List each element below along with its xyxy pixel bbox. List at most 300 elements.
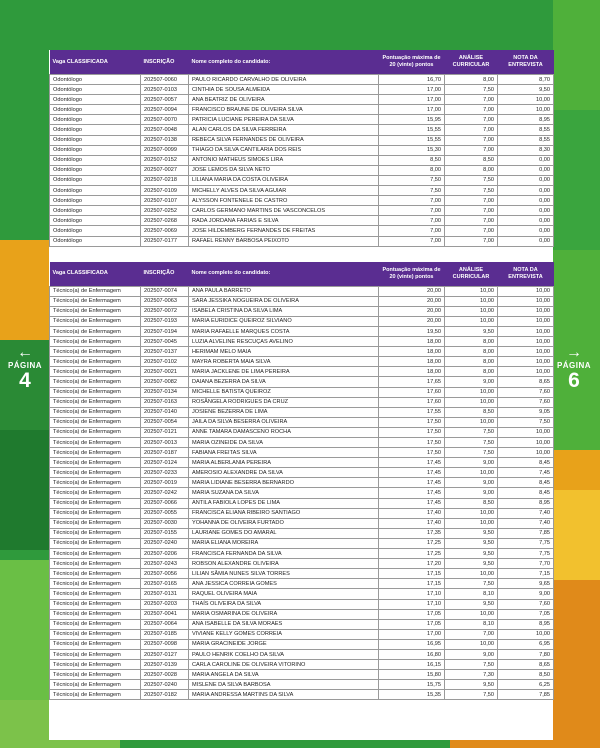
- table-row: [50, 478, 554, 488]
- cell-entrevista: 10,00: [498, 95, 554, 105]
- cell-nome: MARIA ALBERLANIA PEREIRA: [189, 458, 379, 468]
- cell-inscricao: 202507-0233: [141, 468, 189, 478]
- cell-pontuacao: 18,00: [379, 367, 445, 377]
- cell-analise: 7,50: [445, 85, 498, 95]
- table-row: [50, 559, 554, 569]
- cell-pontuacao: 7,00: [379, 196, 445, 206]
- cell-analise: 7,00: [445, 95, 498, 105]
- cell-inscricao: 202507-0127: [141, 649, 189, 659]
- cell-pontuacao: 16,15: [379, 660, 445, 670]
- cell-entrevista: 8,95: [498, 619, 554, 629]
- cell-nome: JOSE LEMOS DA SILVA NETO: [189, 165, 379, 175]
- cell-vaga: Técnico(a) de Enfermagem: [50, 498, 141, 508]
- cell-entrevista: 7,60: [498, 387, 554, 397]
- cell-entrevista: 9,00: [498, 589, 554, 599]
- cell-nome: MAYRA ROBERTA MAIA SILVA: [189, 357, 379, 367]
- cell-pontuacao: 18,00: [379, 357, 445, 367]
- cell-entrevista: 8,45: [498, 478, 554, 488]
- cell-inscricao: 202507-0240: [141, 538, 189, 548]
- cell-analise: 8,00: [445, 75, 498, 85]
- table-row: [50, 458, 554, 468]
- cell-pontuacao: 18,00: [379, 347, 445, 357]
- table-row: [50, 528, 554, 538]
- cell-pontuacao: 17,00: [379, 85, 445, 95]
- cell-pontuacao: 16,80: [379, 649, 445, 659]
- cell-entrevista: 0,00: [498, 216, 554, 226]
- cell-nome: PATRICIA LUCIANE PEREIRA DA SILVA: [189, 115, 379, 125]
- cell-nome: MISLENE DA SILVA BARBOSA: [189, 680, 379, 690]
- cell-entrevista: 7,15: [498, 569, 554, 579]
- cell-analise: 7,00: [445, 105, 498, 115]
- cell-inscricao: 202507-0019: [141, 478, 189, 488]
- cell-nome: MARIA LIDIANE BESERRA BERNARDO: [189, 478, 379, 488]
- cell-inscricao: 202507-0027: [141, 165, 189, 175]
- cell-analise: 10,00: [445, 316, 498, 326]
- cell-nome: PAULO RICARDO CARVALHO DE OLIVEIRA: [189, 75, 379, 85]
- cell-pontuacao: 15,30: [379, 145, 445, 155]
- cell-nome: SARA JESSIKA NOGUEIRA DE OLIVEIRA: [189, 296, 379, 306]
- table-row: [50, 670, 554, 680]
- cell-vaga: Odontólogo: [50, 196, 141, 206]
- cell-entrevista: 7,50: [498, 417, 554, 427]
- cell-vaga: Técnico(a) de Enfermagem: [50, 407, 141, 417]
- cell-analise: 8,50: [445, 498, 498, 508]
- cell-analise: 10,00: [445, 417, 498, 427]
- table-row: [50, 599, 554, 609]
- cell-analise: 10,00: [445, 639, 498, 649]
- cell-vaga: Técnico(a) de Enfermagem: [50, 458, 141, 468]
- cell-pontuacao: 20,00: [379, 316, 445, 326]
- cell-entrevista: 10,00: [498, 306, 554, 316]
- cell-entrevista: 10,00: [498, 629, 554, 639]
- table-row: [50, 498, 554, 508]
- col-header-analise: ANÁLISE CURRICULAR: [445, 262, 498, 287]
- cell-entrevista: 8,45: [498, 488, 554, 498]
- table-row: [50, 407, 554, 417]
- cell-vaga: Odontólogo: [50, 155, 141, 165]
- cell-vaga: Técnico(a) de Enfermagem: [50, 337, 141, 347]
- next-page-nav[interactable]: [553, 345, 595, 392]
- cell-entrevista: 7,40: [498, 508, 554, 518]
- cell-analise: 8,00: [445, 165, 498, 175]
- cell-entrevista: 0,00: [498, 165, 554, 175]
- cell-nome: ALAN CARLOS DA SILVA FERREIRA: [189, 125, 379, 135]
- cell-inscricao: 202507-0013: [141, 438, 189, 448]
- table-row: [50, 488, 554, 498]
- cell-vaga: Técnico(a) de Enfermagem: [50, 569, 141, 579]
- cell-analise: 9,00: [445, 478, 498, 488]
- cell-nome: RADA JORDANA FARIAS E SILVA: [189, 216, 379, 226]
- table-row: [50, 579, 554, 589]
- cell-entrevista: 7,60: [498, 397, 554, 407]
- cell-vaga: Técnico(a) de Enfermagem: [50, 660, 141, 670]
- cell-vaga: Técnico(a) de Enfermagem: [50, 538, 141, 548]
- cell-inscricao: 202507-0028: [141, 670, 189, 680]
- table-row: [50, 690, 554, 700]
- cell-pontuacao: 17,25: [379, 549, 445, 559]
- cell-entrevista: 0,00: [498, 226, 554, 236]
- cell-pontuacao: 17,55: [379, 407, 445, 417]
- cell-vaga: Técnico(a) de Enfermagem: [50, 549, 141, 559]
- table-row: [50, 427, 554, 437]
- table-row: [50, 306, 554, 316]
- cell-nome: YOHANNA DE OLIVEIRA FURTADO: [189, 518, 379, 528]
- table-row: [50, 468, 554, 478]
- cell-vaga: Técnico(a) de Enfermagem: [50, 296, 141, 306]
- cell-analise: 7,00: [445, 206, 498, 216]
- cell-entrevista: 7,75: [498, 549, 554, 559]
- col-header-pontuacao: Pontuação máxima de 20 (vinte) pontos: [379, 50, 445, 75]
- cell-entrevista: 10,00: [498, 448, 554, 458]
- cell-pontuacao: 7,50: [379, 186, 445, 196]
- table-row: [50, 629, 554, 639]
- cell-nome: LILIANA MARIA DA COSTA OLIVEIRA: [189, 175, 379, 185]
- cell-analise: 9,00: [445, 458, 498, 468]
- cell-vaga: Odontólogo: [50, 85, 141, 95]
- arrow-left-icon: ←: [17, 344, 33, 361]
- table-row: [50, 639, 554, 649]
- cell-pontuacao: 15,95: [379, 115, 445, 125]
- cell-vaga: Técnico(a) de Enfermagem: [50, 670, 141, 680]
- cell-analise: 7,00: [445, 236, 498, 246]
- cell-nome: CARLA CAROLINE DE OLIVEIRA VITORINO: [189, 660, 379, 670]
- cell-nome: THAÍS OLIVEIRA DA SILVA: [189, 599, 379, 609]
- table-row: [50, 508, 554, 518]
- table-header-row: [50, 262, 554, 287]
- table-row: [50, 95, 554, 105]
- cell-analise: 7,50: [445, 438, 498, 448]
- cell-vaga: Odontólogo: [50, 175, 141, 185]
- cell-entrevista: 10,00: [498, 296, 554, 306]
- table-row: [50, 206, 554, 216]
- table-row: [50, 296, 554, 306]
- table-row: [50, 125, 554, 135]
- cell-inscricao: 202507-0094: [141, 105, 189, 115]
- cell-pontuacao: 15,55: [379, 135, 445, 145]
- table-row: [50, 649, 554, 659]
- cell-pontuacao: 17,50: [379, 427, 445, 437]
- cell-analise: 10,00: [445, 508, 498, 518]
- prev-page-nav[interactable]: [4, 345, 46, 392]
- cell-nome: ALYSSON FONTENELE DE CASTRO: [189, 196, 379, 206]
- cell-inscricao: 202507-0030: [141, 518, 189, 528]
- cell-vaga: Odontólogo: [50, 216, 141, 226]
- cell-entrevista: 7,40: [498, 518, 554, 528]
- cell-entrevista: 8,30: [498, 145, 554, 155]
- cell-inscricao: 202507-0243: [141, 559, 189, 569]
- cell-nome: ROSÂNGELA RODRIGUES DA CRUZ: [189, 397, 379, 407]
- cell-pontuacao: 17,15: [379, 579, 445, 589]
- cell-entrevista: 0,00: [498, 175, 554, 185]
- table-row: [50, 135, 554, 145]
- cell-pontuacao: 17,45: [379, 488, 445, 498]
- cell-vaga: Odontólogo: [50, 135, 141, 145]
- table-row: [50, 216, 554, 226]
- cell-vaga: Técnico(a) de Enfermagem: [50, 589, 141, 599]
- cell-inscricao: 202507-0060: [141, 75, 189, 85]
- cell-vaga: Odontólogo: [50, 95, 141, 105]
- cell-nome: ANA PAULA BARRETO: [189, 286, 379, 296]
- cell-entrevista: 7,60: [498, 599, 554, 609]
- cell-entrevista: 0,00: [498, 206, 554, 216]
- cell-inscricao: 202507-0163: [141, 397, 189, 407]
- cell-nome: ANA BEATRIZ DE OLIVEIRA: [189, 95, 379, 105]
- cell-vaga: Técnico(a) de Enfermagem: [50, 367, 141, 377]
- cell-analise: 10,00: [445, 468, 498, 478]
- cell-inscricao: 202507-0152: [141, 155, 189, 165]
- cell-analise: 10,00: [445, 387, 498, 397]
- cell-entrevista: 8,65: [498, 660, 554, 670]
- col-header-entrevista: NOTA DA ENTREVISTA: [498, 262, 554, 287]
- cell-inscricao: 202507-0041: [141, 609, 189, 619]
- col-header-vaga: Vaga CLASSIFICADA: [50, 262, 141, 287]
- cell-inscricao: 202507-0193: [141, 316, 189, 326]
- cell-entrevista: 8,55: [498, 135, 554, 145]
- cell-pontuacao: 17,65: [379, 377, 445, 387]
- cell-pontuacao: 8,50: [379, 155, 445, 165]
- cell-inscricao: 202507-0063: [141, 296, 189, 306]
- cell-pontuacao: 7,00: [379, 206, 445, 216]
- table-row: [50, 518, 554, 528]
- cell-analise: 7,30: [445, 670, 498, 680]
- table-row: [50, 196, 554, 206]
- cell-nome: FRANCISCA FERNANDA DA SILVA: [189, 549, 379, 559]
- table-row: [50, 75, 554, 85]
- cell-entrevista: 10,00: [498, 316, 554, 326]
- cell-nome: MARIA GRACINEIDE JORGE: [189, 639, 379, 649]
- document-page: [49, 50, 553, 740]
- orange-block-left: [0, 240, 49, 340]
- cell-nome: MARIA OSMARINA DE OLIVEIRA: [189, 609, 379, 619]
- cell-nome: CINTHIA DE SOUSA ALMEIDA: [189, 85, 379, 95]
- col-header-inscricao: INSCRIÇÃO: [141, 262, 189, 287]
- cell-nome: MICHELLE BATISTA QUEIROZ: [189, 387, 379, 397]
- cell-vaga: Odontólogo: [50, 206, 141, 216]
- cell-pontuacao: 15,75: [379, 680, 445, 690]
- next-page-label: PÁGINA: [556, 361, 592, 370]
- cell-analise: 10,00: [445, 306, 498, 316]
- next-page-number: 6: [568, 369, 580, 392]
- cell-inscricao: 202507-0056: [141, 569, 189, 579]
- cell-analise: 8,10: [445, 619, 498, 629]
- cell-nome: RAFAEL RENNY BARBOSA PEIXOTO: [189, 236, 379, 246]
- table-row: [50, 377, 554, 387]
- cell-nome: LILIAN SÂMIA NUNES SILVA TORRES: [189, 569, 379, 579]
- cell-nome: FABIANA FREITAS SILVA: [189, 448, 379, 458]
- table-row: [50, 145, 554, 155]
- cell-nome: HERIMAM MELO MAIA: [189, 347, 379, 357]
- cell-nome: MICHELLY ALVES DA SILVA AGUIAR: [189, 186, 379, 196]
- table-row: [50, 438, 554, 448]
- cell-inscricao: 202507-0054: [141, 417, 189, 427]
- cell-entrevista: 10,00: [498, 326, 554, 336]
- cell-entrevista: 0,00: [498, 196, 554, 206]
- cell-vaga: Técnico(a) de Enfermagem: [50, 518, 141, 528]
- cell-analise: 8,00: [445, 357, 498, 367]
- cell-inscricao: 202507-0131: [141, 589, 189, 599]
- cell-inscricao: 202507-0102: [141, 357, 189, 367]
- cell-analise: 10,00: [445, 286, 498, 296]
- cell-vaga: Técnico(a) de Enfermagem: [50, 528, 141, 538]
- col-header-pontuacao: Pontuação máxima de 20 (vinte) pontos: [379, 262, 445, 287]
- col-header-vaga: Vaga CLASSIFICADA: [50, 50, 141, 75]
- cell-inscricao: 202507-0187: [141, 448, 189, 458]
- cell-analise: 10,00: [445, 518, 498, 528]
- cell-inscricao: 202507-0194: [141, 326, 189, 336]
- cell-pontuacao: 7,50: [379, 175, 445, 185]
- cell-entrevista: 7,70: [498, 559, 554, 569]
- cell-vaga: Técnico(a) de Enfermagem: [50, 357, 141, 367]
- table-row: [50, 357, 554, 367]
- cell-entrevista: 0,00: [498, 155, 554, 165]
- cell-analise: 7,00: [445, 145, 498, 155]
- cell-inscricao: 202507-0252: [141, 206, 189, 216]
- cell-inscricao: 202507-0048: [141, 125, 189, 135]
- cell-entrevista: 8,65: [498, 377, 554, 387]
- cell-inscricao: 202507-0182: [141, 690, 189, 700]
- prev-page-number: 4: [19, 369, 31, 392]
- cell-vaga: Técnico(a) de Enfermagem: [50, 397, 141, 407]
- cell-nome: ANA ISABELLE DA SILVA MORAES: [189, 619, 379, 629]
- cell-vaga: Odontólogo: [50, 186, 141, 196]
- cell-analise: 10,00: [445, 569, 498, 579]
- cell-nome: ISABELA CRISTINA DA SILVA LIMA: [189, 306, 379, 316]
- table-row: [50, 175, 554, 185]
- cell-entrevista: 7,85: [498, 528, 554, 538]
- cell-inscricao: 202507-0137: [141, 347, 189, 357]
- cell-nome: MARIA ANGELA DA SILVA: [189, 670, 379, 680]
- cell-vaga: Técnico(a) de Enfermagem: [50, 680, 141, 690]
- cell-analise: 7,00: [445, 115, 498, 125]
- cell-entrevista: 8,45: [498, 458, 554, 468]
- cell-inscricao: 202507-0021: [141, 367, 189, 377]
- cell-vaga: Técnico(a) de Enfermagem: [50, 619, 141, 629]
- table-row: [50, 660, 554, 670]
- cell-inscricao: 202507-0185: [141, 629, 189, 639]
- cell-vaga: Técnico(a) de Enfermagem: [50, 508, 141, 518]
- cell-inscricao: 202507-0066: [141, 498, 189, 508]
- cell-analise: 7,50: [445, 186, 498, 196]
- cell-entrevista: 10,00: [498, 347, 554, 357]
- cell-vaga: Técnico(a) de Enfermagem: [50, 306, 141, 316]
- cell-nome: MARIA ANDRESSA MARTINS DA SILVA: [189, 690, 379, 700]
- cell-nome: MARIA RAFAELLE MARQUES COSTA: [189, 326, 379, 336]
- cell-nome: MARIA OZINEIDE DA SILVA: [189, 438, 379, 448]
- cell-entrevista: 6,95: [498, 639, 554, 649]
- cell-nome: JOSIENE BEZERRA DE LIMA: [189, 407, 379, 417]
- cell-inscricao: 202507-0103: [141, 85, 189, 95]
- cell-vaga: Técnico(a) de Enfermagem: [50, 609, 141, 619]
- col-header-nome: Nome completo do candidato:: [189, 262, 379, 287]
- cell-entrevista: 0,00: [498, 186, 554, 196]
- cell-entrevista: 7,80: [498, 649, 554, 659]
- cell-nome: JOSE HILDEMBERG FERNANDES DE FREITAS: [189, 226, 379, 236]
- cell-pontuacao: 17,45: [379, 478, 445, 488]
- cell-pontuacao: 20,00: [379, 306, 445, 316]
- cell-entrevista: 7,05: [498, 609, 554, 619]
- cell-inscricao: 202507-0109: [141, 186, 189, 196]
- table-row: [50, 115, 554, 125]
- cell-pontuacao: 17,35: [379, 528, 445, 538]
- cell-analise: 7,00: [445, 216, 498, 226]
- cell-analise: 10,00: [445, 296, 498, 306]
- arrow-right-icon: →: [566, 344, 582, 361]
- cell-inscricao: 202507-0055: [141, 508, 189, 518]
- cell-inscricao: 202507-0124: [141, 458, 189, 468]
- prev-page-label: PÁGINA: [7, 361, 43, 370]
- cell-pontuacao: 15,80: [379, 670, 445, 680]
- cell-vaga: Odontólogo: [50, 75, 141, 85]
- col-header-analise: ANÁLISE CURRICULAR: [445, 50, 498, 75]
- cell-vaga: Técnico(a) de Enfermagem: [50, 286, 141, 296]
- table-row: [50, 85, 554, 95]
- cell-analise: 9,50: [445, 528, 498, 538]
- cell-vaga: Odontólogo: [50, 105, 141, 115]
- cell-inscricao: 202507-0099: [141, 145, 189, 155]
- cell-nome: AMEROSIO ALEXANDRE DA SILVA: [189, 468, 379, 478]
- cell-vaga: Técnico(a) de Enfermagem: [50, 377, 141, 387]
- cell-nome: ANTONIO MATHEUS SIMOES LIRA: [189, 155, 379, 165]
- cell-inscricao: 202507-0218: [141, 175, 189, 185]
- cell-vaga: Odontólogo: [50, 145, 141, 155]
- cell-entrevista: 7,85: [498, 690, 554, 700]
- cell-entrevista: 10,00: [498, 367, 554, 377]
- cell-inscricao: 202507-0074: [141, 286, 189, 296]
- cell-nome: ROBSON ALEXANDRE OLIVEIRA: [189, 559, 379, 569]
- cell-nome: MARIA SUZANA DA SILVA: [189, 488, 379, 498]
- cell-nome: ANNE TAMARA DAMASCENO ROCHA: [189, 427, 379, 437]
- cell-inscricao: 202507-0064: [141, 619, 189, 629]
- table-row: [50, 286, 554, 296]
- cell-inscricao: 202507-0107: [141, 196, 189, 206]
- table-row: [50, 165, 554, 175]
- cell-pontuacao: 7,00: [379, 226, 445, 236]
- cell-nome: LUZIA ALVELINE RESCUÇAS AVELINO: [189, 337, 379, 347]
- cell-pontuacao: 17,15: [379, 569, 445, 579]
- cell-vaga: Técnico(a) de Enfermagem: [50, 639, 141, 649]
- cell-pontuacao: 17,60: [379, 387, 445, 397]
- table-row: [50, 226, 554, 236]
- cell-entrevista: 7,45: [498, 468, 554, 478]
- cell-inscricao: 202507-0268: [141, 216, 189, 226]
- cell-pontuacao: 17,45: [379, 498, 445, 508]
- cell-analise: 7,50: [445, 660, 498, 670]
- cell-pontuacao: 17,60: [379, 397, 445, 407]
- cell-entrevista: 8,95: [498, 498, 554, 508]
- table-row: [50, 417, 554, 427]
- cell-nome: REBECA SILVA FERNANDES DE OLIVEIRA: [189, 135, 379, 145]
- table-row: [50, 680, 554, 690]
- cell-vaga: Técnico(a) de Enfermagem: [50, 488, 141, 498]
- cell-entrevista: 10,00: [498, 357, 554, 367]
- cell-pontuacao: 17,50: [379, 438, 445, 448]
- cell-pontuacao: 7,00: [379, 216, 445, 226]
- cell-analise: 7,00: [445, 226, 498, 236]
- cell-entrevista: 9,05: [498, 407, 554, 417]
- cell-pontuacao: 17,00: [379, 629, 445, 639]
- cell-inscricao: 202507-0069: [141, 226, 189, 236]
- cell-inscricao: 202507-0057: [141, 95, 189, 105]
- cell-analise: 9,00: [445, 649, 498, 659]
- cell-entrevista: 10,00: [498, 286, 554, 296]
- cell-analise: 8,50: [445, 407, 498, 417]
- col-header-entrevista: NOTA DA ENTREVISTA: [498, 50, 554, 75]
- cell-entrevista: 7,75: [498, 538, 554, 548]
- cell-analise: 9,50: [445, 599, 498, 609]
- cell-analise: 7,50: [445, 690, 498, 700]
- table-row: [50, 549, 554, 559]
- cell-nome: PAULO HENRIK COELHO DA SILVA: [189, 649, 379, 659]
